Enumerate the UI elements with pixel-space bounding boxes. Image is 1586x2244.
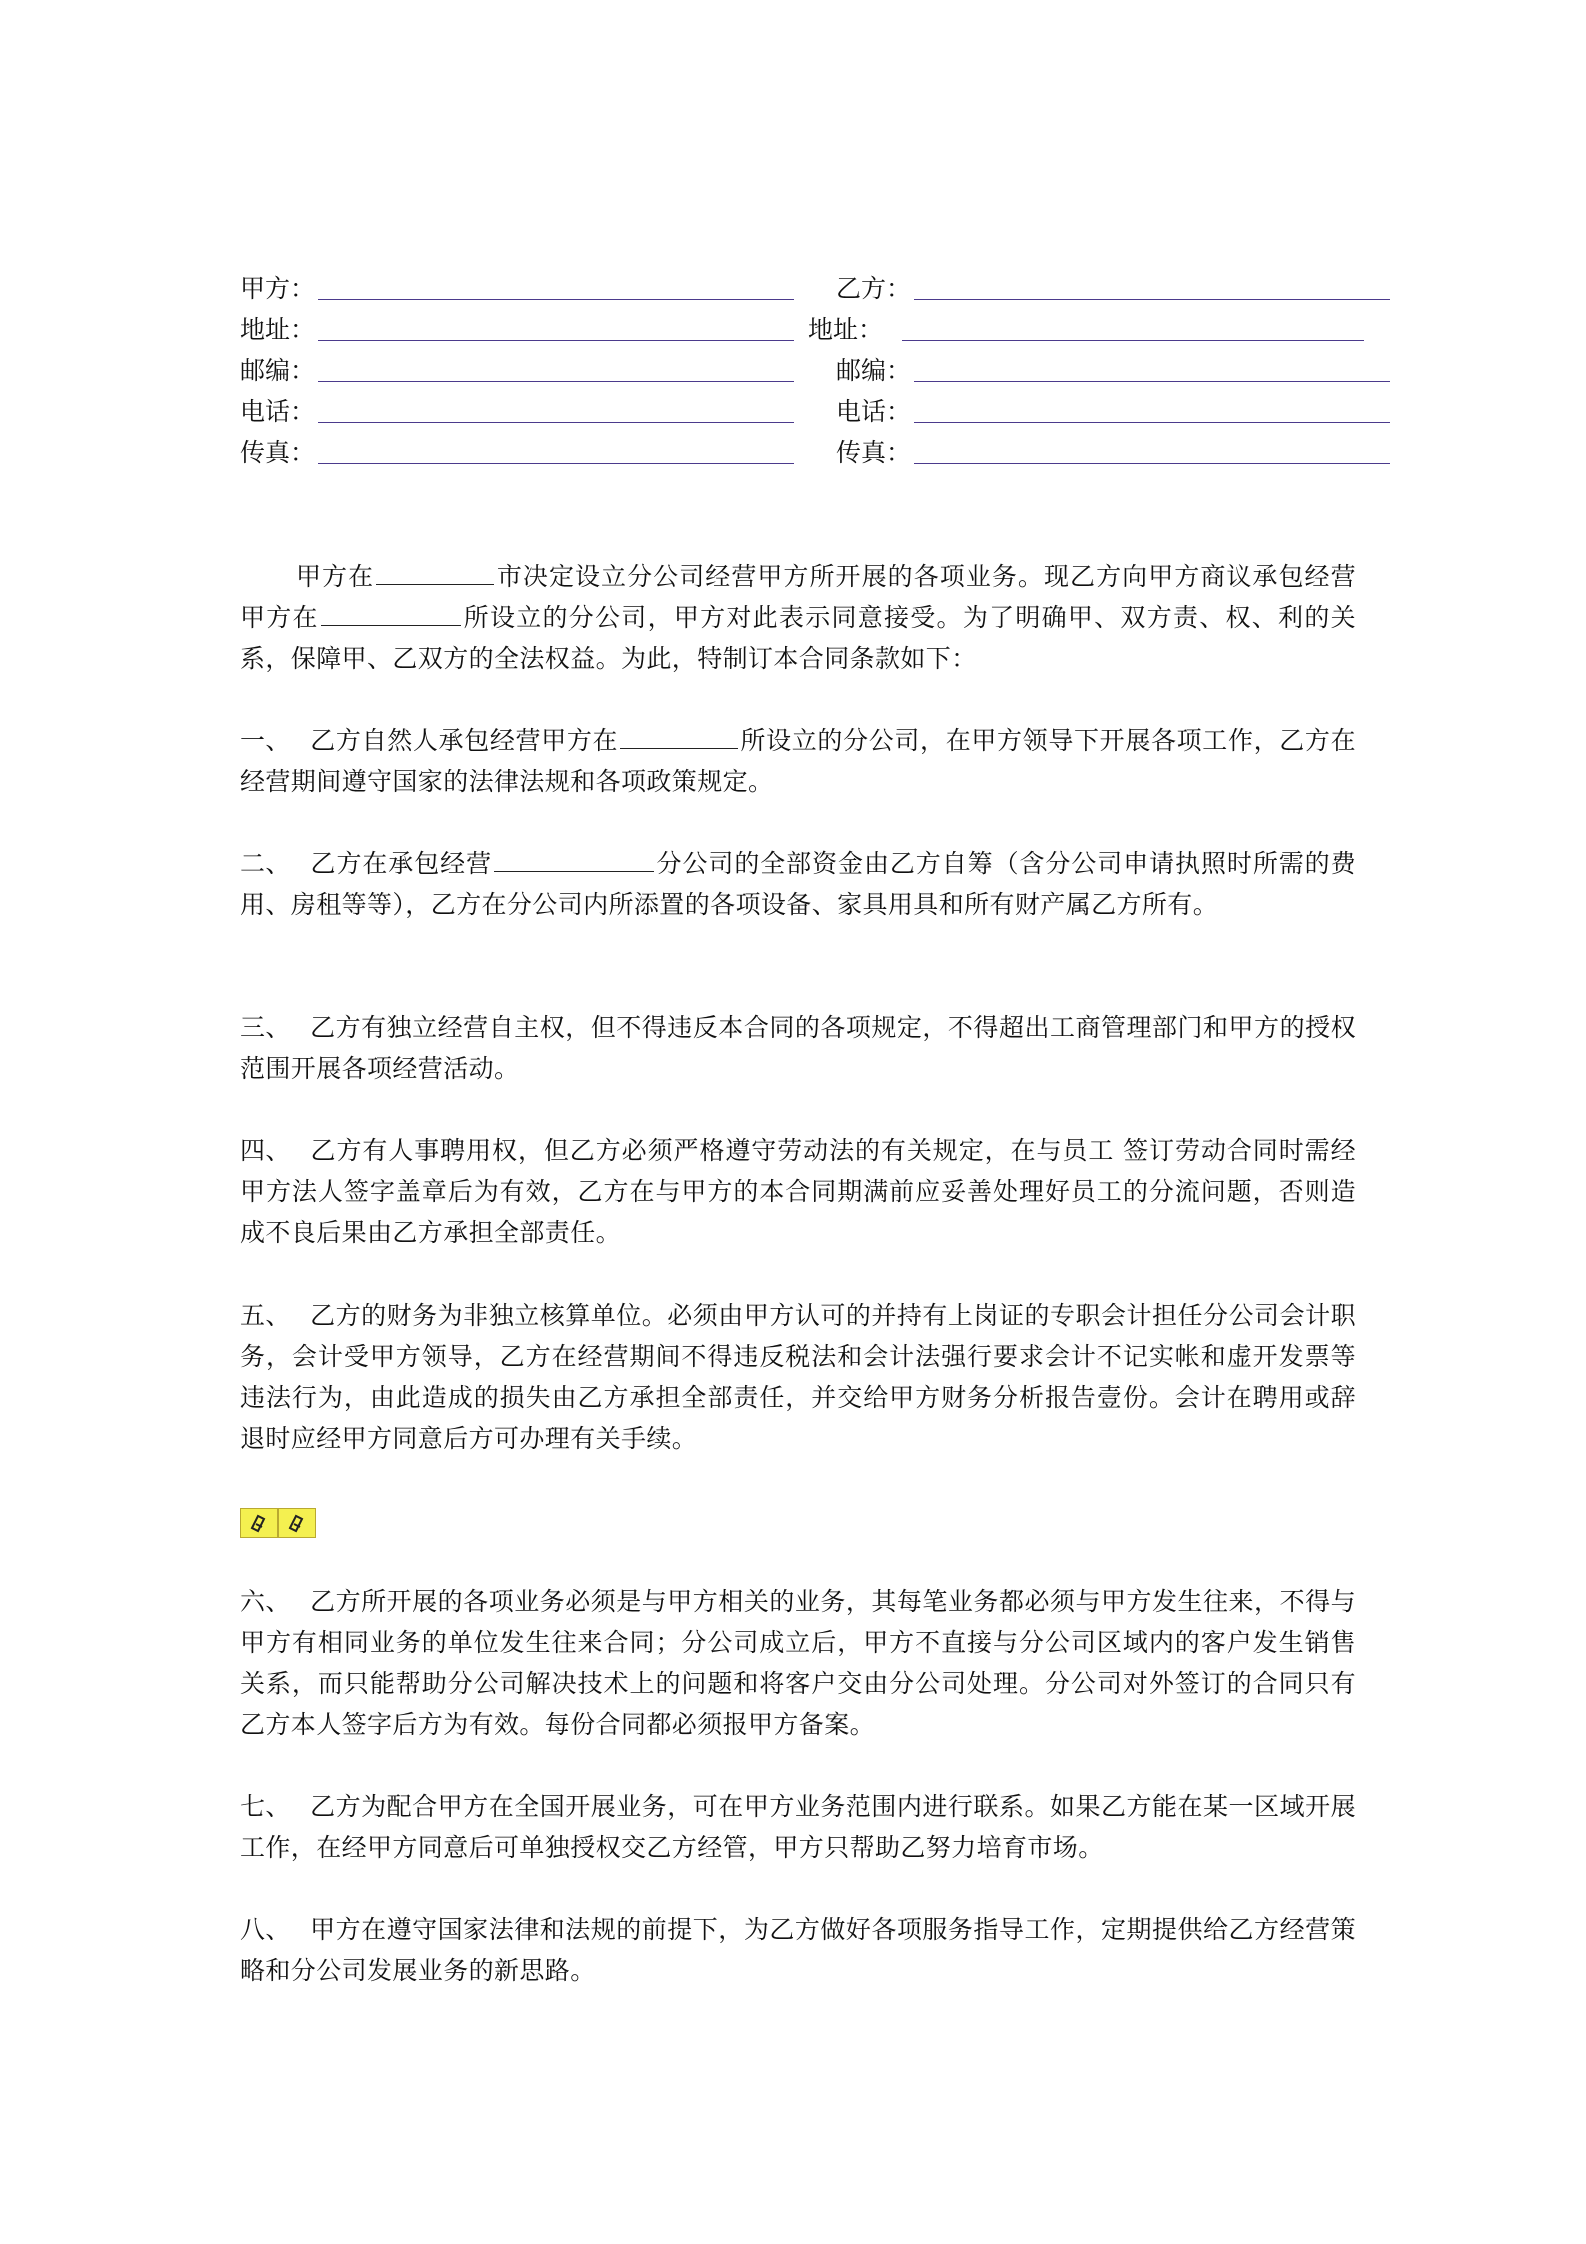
intro-text-1: 甲方在 (296, 562, 375, 591)
party-a-address-blank (318, 340, 794, 341)
clause-number: 五、 (240, 1301, 291, 1330)
clause-text: 乙方有人事聘用权，但乙方必须严格遵守劳动法的有关规定，在与员工 签订劳动合同时需经甲方法人签字盖章后为有效，乙方在与甲方的本合同期满前应妥善处理好员工的分流问题，否则造成不良后果由乙方承担全部责任。 (240, 1136, 1356, 1247)
party-b-postcode-blank (914, 381, 1390, 382)
location-blank (620, 720, 738, 749)
party-a-label: 甲方： (240, 274, 316, 303)
party-b-label: 乙方： (836, 274, 912, 303)
clause-number: 一、 (240, 726, 291, 755)
clause-4 (240, 1130, 1356, 1253)
party-a-fax-blank (318, 463, 794, 464)
party-b-phone-label: 电话： (836, 397, 912, 426)
intro-paragraph (240, 556, 1356, 679)
clause-number: 四、 (240, 1136, 291, 1165)
clause-6 (240, 1581, 1356, 1745)
clause-1 (240, 720, 1356, 802)
clause-7 (240, 1786, 1356, 1868)
party-info (240, 268, 1400, 473)
party-a-phone-blank (318, 422, 794, 423)
clause-text: 乙方的财务为非独立核算单位。必须由甲方认可的并持有上岗证的专职会计担任分公司会计职务，会计受甲方领导，乙方在经营期间不得违反税法和会计法强行要求会计不记实帐和虚开发票等违法行为，由此造成的损失由乙方承担全部责任，并交给甲方财务分析报告壹份。会计在聘用或辞退时应经甲方同意后方可办理有关手续。 (240, 1301, 1356, 1453)
location-blank (321, 597, 461, 626)
party-b-fax-label: 传真： (836, 438, 912, 467)
clause-5 (240, 1295, 1356, 1459)
clause-text: 分公司的全部资金由乙方自筹（含分公司申请执照时所需的费用、房租等等），乙方在分公司内所添置的各项设备、家具用具和所有财产属乙方所有。 (240, 849, 1356, 919)
party-b-fax-blank (914, 463, 1390, 464)
clause-text: 乙方为配合甲方在全国开展业务，可在甲方业务范围内进行联系。如果乙方能在某一区域开展工作，在经甲方同意后可单独授权交乙方经管，甲方只帮助乙努力培育市场。 (240, 1792, 1356, 1862)
clause-text: 乙方在承包经营 (310, 849, 493, 878)
party-b-address-blank (902, 340, 1364, 341)
clause-number: 三、 (240, 1013, 291, 1042)
party-b-postcode-label: 邮编： (836, 356, 912, 385)
clause-3 (240, 1007, 1356, 1089)
embedded-objects (240, 1508, 316, 1540)
clause-text: 乙方有独立经营自主权，但不得违反本合同的各项规定，不得超出工商管理部门和甲方的授权范围开展各项经营活动。 (240, 1013, 1356, 1083)
party-a-postcode-blank (318, 381, 794, 382)
party-a-fax-label: 传真： (240, 438, 316, 467)
party-row-name (240, 268, 1400, 309)
clause-text: 所设立的分公司，在甲方领导下开展各项工作，乙方在经营期间遵守国家的法律法规和各项政策规定。 (240, 726, 1356, 796)
clause-number: 六、 (240, 1587, 291, 1616)
link-icon[interactable] (278, 1508, 316, 1538)
party-b-phone-blank (914, 422, 1390, 423)
clause-number: 二、 (240, 849, 291, 878)
party-a-blank (318, 299, 794, 300)
party-row-postcode (240, 350, 1400, 391)
clause-number: 七、 (240, 1792, 291, 1821)
party-a-address-label: 地址： (240, 315, 316, 344)
party-row-phone (240, 391, 1400, 432)
clause-text: 乙方所开展的各项业务必须是与甲方相关的业务，其每笔业务都必须与甲方发生往来，不得与甲方有相同业务的单位发生往来合同；分公司成立后，甲方不直接与分公司区域内的客户发生销售关系，而只能帮助分公司解决技术上的问题和将客户交由分公司处理。分公司对外签订的合同只有乙方本人签字后方为有效。每份合同都必须报甲方备案。 (240, 1587, 1356, 1739)
intro-text-2: 市决定设立分公司经营甲方所开展的各项业务。现乙方向甲方商议承包经营甲方在 (240, 562, 1357, 632)
clause-text: 乙方自然人承包经营甲方在 (310, 726, 619, 755)
link-icon[interactable] (240, 1508, 278, 1538)
party-row-address (240, 309, 1400, 350)
intro-text-3: 所设立的分公司，甲方对此表示同意接受。为了明确甲、双方责、权、利的关系，保障甲、乙双方的全法权益。为此，特制订本合同条款如下： (240, 603, 1356, 673)
clause-text: 甲方在遵守国家法律和法规的前提下，为乙方做好各项服务指导工作，定期提供给乙方经营策略和分公司发展业务的新思路。 (240, 1915, 1356, 1985)
party-b-address-label: 地址： (808, 315, 884, 344)
clause-2 (240, 843, 1356, 925)
clause-8 (240, 1909, 1356, 1991)
party-b-blank (914, 299, 1390, 300)
party-a-postcode-label: 邮编： (240, 356, 316, 385)
clause-number: 八、 (240, 1915, 291, 1944)
company-blank (494, 843, 654, 872)
party-a-phone-label: 电话： (240, 397, 316, 426)
city-blank (376, 556, 494, 585)
party-row-fax (240, 432, 1400, 473)
